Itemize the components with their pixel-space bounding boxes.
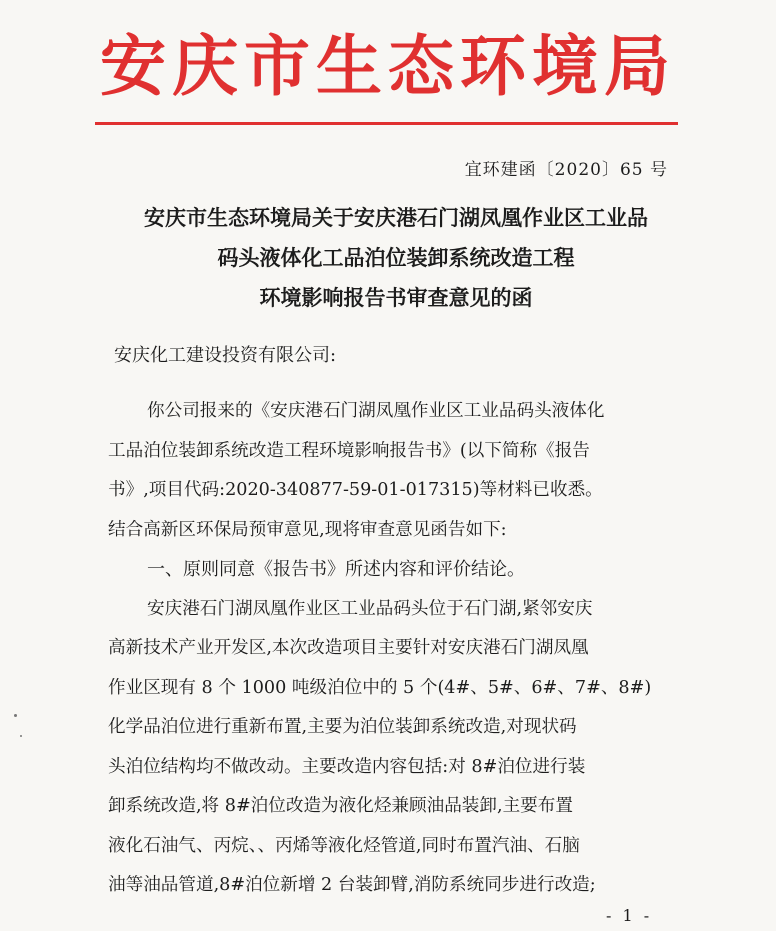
section-heading: 一、原则同意《报告书》所述内容和评价结论。 [147, 559, 525, 580]
body-line: 结合高新区环保局预审意见,现将审查意见函告如下: [108, 519, 507, 540]
scan-speck [20, 735, 22, 737]
body-line: 油等油品管道,8#泊位新增 2 台装卸臂,消防系统同步进行改造; [108, 875, 596, 895]
body-line: 作业区现有 8 个 1000 吨级泊位中的 5 个(4#、5#、6#、7#、8#) [108, 677, 652, 698]
body-line: 化学品泊位进行重新布置,主要为泊位装卸系统改造,对现状码 [108, 717, 577, 737]
subject-line: 安庆市生态环境局关于安庆港石门湖凤凰作业区工业品 [144, 205, 648, 230]
page-number: - 1 - [606, 906, 653, 925]
body-line: 液化石油气、丙烷、、丙烯等液化烃管道,同时布置汽油、石脑 [108, 835, 580, 856]
body-line: 你公司报来的《安庆港石门湖凤凰作业区工业品码头液体化 [147, 401, 605, 421]
recipient-salutation: 安庆化工建设投资有限公司: [114, 345, 337, 366]
document-body [108, 392, 694, 906]
scan-speck [14, 714, 17, 717]
body-line: 卸系统改造,将 8#泊位改造为液化烃兼顾油品装卸,主要布置 [108, 796, 573, 816]
document-subject [96, 198, 696, 318]
subject-line: 环境影响报告书审查意见的函 [259, 285, 533, 310]
letterhead-divider [95, 122, 678, 125]
body-line: 高新技术产业开发区,本次改造项目主要针对安庆港石门湖凤凰 [108, 638, 589, 658]
body-line: 书》,项目代码:2020-340877-59-01-017315)等材料已收悉。 [108, 480, 603, 500]
agency-letterhead: 安庆市生态环境局 [100, 28, 676, 105]
subject-line: 码头液体化工品泊位装卸系统改造工程 [217, 245, 575, 270]
body-line: 工品泊位装卸系统改造工程环境影响报告书》(以下简称《报告 [108, 440, 590, 461]
body-line: 安庆港石门湖凤凰作业区工业品码头位于石门湖,紧邻安庆 [147, 598, 593, 619]
body-line: 头泊位结构均不做改动。主要改造内容包括:对 8#泊位进行装 [108, 756, 586, 777]
document-number: 宜环建函〔2020〕65 号 [464, 160, 668, 180]
